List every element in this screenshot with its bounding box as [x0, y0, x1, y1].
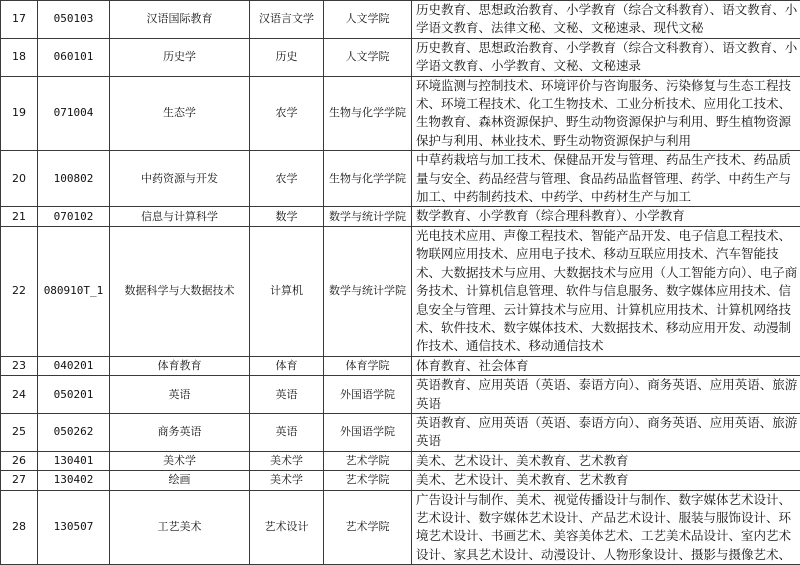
cell-major-name: 商务英语: [110, 413, 250, 451]
cell-college: 艺术学院: [324, 471, 412, 490]
cell-category: 数学: [250, 207, 324, 226]
cell-subjects: 光电技术应用、声像工程技术、智能产品开发、电子信息工程技术、物联网应用技术、应用电子技术、移动互联应用技术、汽车智能技术、大数据技术与应用、大数据技术与应用（人工智能方向）、电子商务技术、计算机信息管理、软件与信息服务、数字媒体应用技术、信息安全与管理、云计算技术与应用、计算机应用技术、计算机网络技术、软件技术、数字媒体技术、大数据技术、移动应用开发、动漫制作技术、通信技术、移动通信技术: [412, 226, 800, 356]
cell-major-code: 070102: [38, 207, 110, 226]
cell-college: 数学与统计学院: [324, 226, 412, 356]
cell-major-name: 绘画: [110, 471, 250, 490]
cell-subjects: 历史教育、思想政治教育、小学教育（综合文科教育）、语文教育、小学语文教育、法律文秘、文秘、文秘速录、现代文秘: [412, 1, 800, 39]
cell-category: 英语: [250, 376, 324, 414]
cell-college: 艺术学院: [324, 451, 412, 470]
cell-college: 生物与化学学院: [324, 151, 412, 207]
cell-number: 27: [1, 471, 38, 490]
cell-college: 人文学院: [324, 38, 412, 76]
cell-college: 艺术学院: [324, 490, 412, 565]
cell-number: 19: [1, 76, 38, 151]
cell-college: 生物与化学学院: [324, 76, 412, 151]
cell-number: 17: [1, 1, 38, 39]
cell-major-code: 130401: [38, 451, 110, 470]
table-row: [1, 490, 800, 565]
cell-major-name: 信息与计算科学: [110, 207, 250, 226]
table-row: [1, 471, 800, 490]
cell-major-name: 体育教育: [110, 356, 250, 375]
cell-category: 英语: [250, 413, 324, 451]
table-row: [1, 38, 800, 76]
cell-major-name: 美术学: [110, 451, 250, 470]
cell-college: 数学与统计学院: [324, 207, 412, 226]
cell-number: 20: [1, 151, 38, 207]
cell-subjects: 广告设计与制作、美术、视觉传播设计与制作、数字媒体艺术设计、艺术设计、数字媒体艺术设计、产品艺术设计、服装与服饰设计、环境艺术设计、书画艺术、美容美体艺术、工艺美术品设计、室内艺术设计、家具艺术设计、动漫设计、人物形象设计、摄影与摄像艺术、: [412, 490, 800, 565]
cell-major-code: 130507: [38, 490, 110, 565]
cell-subjects: 环境监测与控制技术、环境评价与咨询服务、污染修复与生态工程技术、环境工程技术、化工生物技术、工业分析技术、应用化工技术、生物教育、森林资源保护、野生动物资源保护与利用、野生植物资源保护与利用、林业技术、野生动物资源保护与利用: [412, 76, 800, 151]
cell-category: 汉语言文学: [250, 1, 324, 39]
cell-major-code: 050103: [38, 1, 110, 39]
cell-major-code: 050262: [38, 413, 110, 451]
cell-major-name: 数据科学与大数据技术: [110, 226, 250, 356]
cell-subjects: 数学教育、小学教育（综合理科教育）、小学教育: [412, 207, 800, 226]
cell-number: 23: [1, 356, 38, 375]
cell-major-name: 英语: [110, 376, 250, 414]
cell-major-name: 生态学: [110, 76, 250, 151]
cell-major-code: 130402: [38, 471, 110, 490]
cell-major-name: 工艺美术: [110, 490, 250, 565]
table-body: [1, 1, 800, 565]
cell-number: 26: [1, 451, 38, 470]
cell-major-code: 071004: [38, 76, 110, 151]
cell-college: 外国语学院: [324, 376, 412, 414]
cell-category: 美术学: [250, 471, 324, 490]
cell-major-name: 历史学: [110, 38, 250, 76]
table-row: [1, 451, 800, 470]
cell-subjects: 历史教育、思想政治教育、小学教育（综合文科教育）、语文教育、小学语文教育、小学教育、文秘、文秘速录: [412, 38, 800, 76]
cell-major-name: 中药资源与开发: [110, 151, 250, 207]
cell-subjects: 美术、艺术设计、美术教育、艺术教育: [412, 471, 800, 490]
cell-category: 艺术设计: [250, 490, 324, 565]
cell-major-name: 汉语国际教育: [110, 1, 250, 39]
cell-major-code: 100802: [38, 151, 110, 207]
cell-number: 25: [1, 413, 38, 451]
table-row: [1, 151, 800, 207]
table-row: [1, 376, 800, 414]
cell-major-code: 040201: [38, 356, 110, 375]
cell-category: 体育: [250, 356, 324, 375]
cell-category: 农学: [250, 76, 324, 151]
table-row: [1, 226, 800, 356]
table-row: [1, 207, 800, 226]
cell-major-code: 060101: [38, 38, 110, 76]
cell-number: 18: [1, 38, 38, 76]
cell-number: 24: [1, 376, 38, 414]
cell-number: 28: [1, 490, 38, 565]
cell-number: 22: [1, 226, 38, 356]
table-row: [1, 356, 800, 375]
cell-college: 体育学院: [324, 356, 412, 375]
cell-subjects: 美术、艺术设计、美术教育、艺术教育: [412, 451, 800, 470]
cell-subjects: 英语教育、应用英语（英语、泰语方向）、商务英语、应用英语、旅游英语: [412, 376, 800, 414]
cell-category: 农学: [250, 151, 324, 207]
table-row: [1, 1, 800, 39]
cell-category: 美术学: [250, 451, 324, 470]
cell-category: 计算机: [250, 226, 324, 356]
cell-subjects: 体育教育、社会体育: [412, 356, 800, 375]
cell-subjects: 中草药栽培与加工技术、保健品开发与管理、药品生产技术、药品质量与安全、药品经营与管理、食品药品监督管理、药学、中药生产与加工、中药制药技术、中药学、中药材生产与加工: [412, 151, 800, 207]
cell-number: 21: [1, 207, 38, 226]
cell-college: 人文学院: [324, 1, 412, 39]
cell-subjects: 英语教育、应用英语（英语、泰语方向）、商务英语、应用英语、旅游英语: [412, 413, 800, 451]
cell-college: 外国语学院: [324, 413, 412, 451]
table-row: [1, 413, 800, 451]
cell-major-code: 080910T_1: [38, 226, 110, 356]
cell-major-code: 050201: [38, 376, 110, 414]
table-row: [1, 76, 800, 151]
cell-category: 历史: [250, 38, 324, 76]
